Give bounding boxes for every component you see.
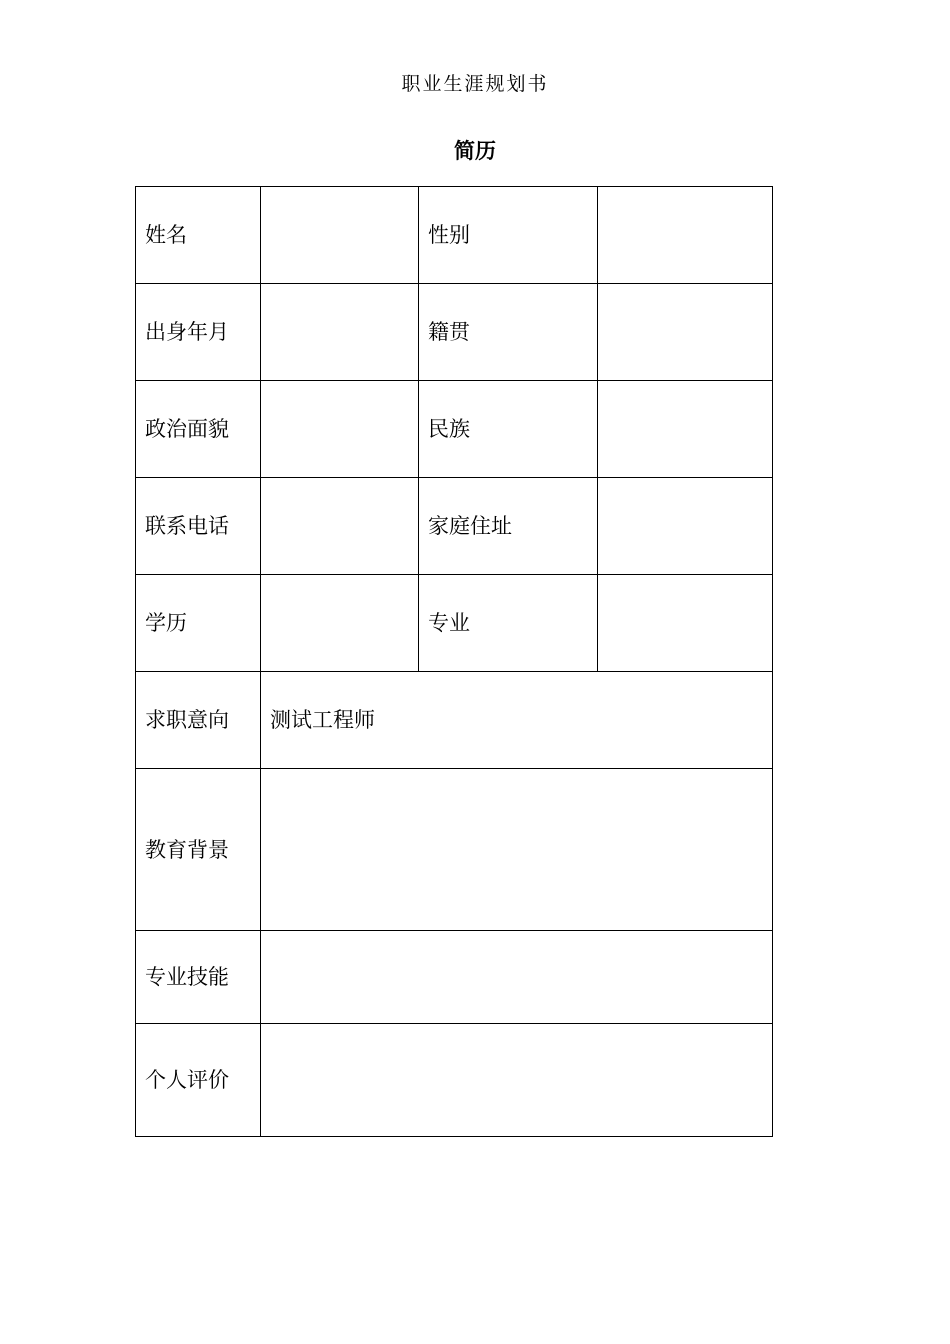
row-skills <box>136 931 773 1024</box>
label-ethnicity: 民族 <box>419 381 598 478</box>
row-self-evaluation <box>136 1024 773 1137</box>
value-self-evaluation[interactable] <box>261 1024 773 1137</box>
resume-title: 简历 <box>454 138 496 163</box>
document-header: 职业生涯规划书 <box>401 73 549 95</box>
label-major: 专业 <box>419 575 598 672</box>
value-home-address[interactable] <box>598 478 773 575</box>
label-phone: 联系电话 <box>136 478 261 575</box>
value-job-intention[interactable]: 测试工程师 <box>261 672 773 769</box>
value-education[interactable] <box>261 769 773 931</box>
value-phone[interactable] <box>261 478 419 575</box>
label-native-place: 籍贯 <box>419 284 598 381</box>
label-gender: 性别 <box>419 187 598 284</box>
label-job-intention: 求职意向 <box>136 672 261 769</box>
value-native-place[interactable] <box>598 284 773 381</box>
value-major[interactable] <box>598 575 773 672</box>
label-education: 教育背景 <box>136 769 261 931</box>
value-degree[interactable] <box>261 575 419 672</box>
value-gender[interactable] <box>598 187 773 284</box>
row-political-ethnicity <box>136 381 773 478</box>
label-skills: 专业技能 <box>136 931 261 1024</box>
label-self-evaluation: 个人评价 <box>136 1024 261 1137</box>
resume-table <box>135 186 773 1137</box>
value-name[interactable] <box>261 187 419 284</box>
label-home-address: 家庭住址 <box>419 478 598 575</box>
value-political-status[interactable] <box>261 381 419 478</box>
row-job-intention <box>136 672 773 769</box>
label-name: 姓名 <box>136 187 261 284</box>
row-name-gender <box>136 187 773 284</box>
value-skills[interactable] <box>261 931 773 1024</box>
label-birth-date: 出身年月 <box>136 284 261 381</box>
value-ethnicity[interactable] <box>598 381 773 478</box>
row-education <box>136 769 773 931</box>
row-phone-address <box>136 478 773 575</box>
value-birth-date[interactable] <box>261 284 419 381</box>
label-degree: 学历 <box>136 575 261 672</box>
row-degree-major <box>136 575 773 672</box>
row-birth-origin <box>136 284 773 381</box>
label-political-status: 政治面貌 <box>136 381 261 478</box>
